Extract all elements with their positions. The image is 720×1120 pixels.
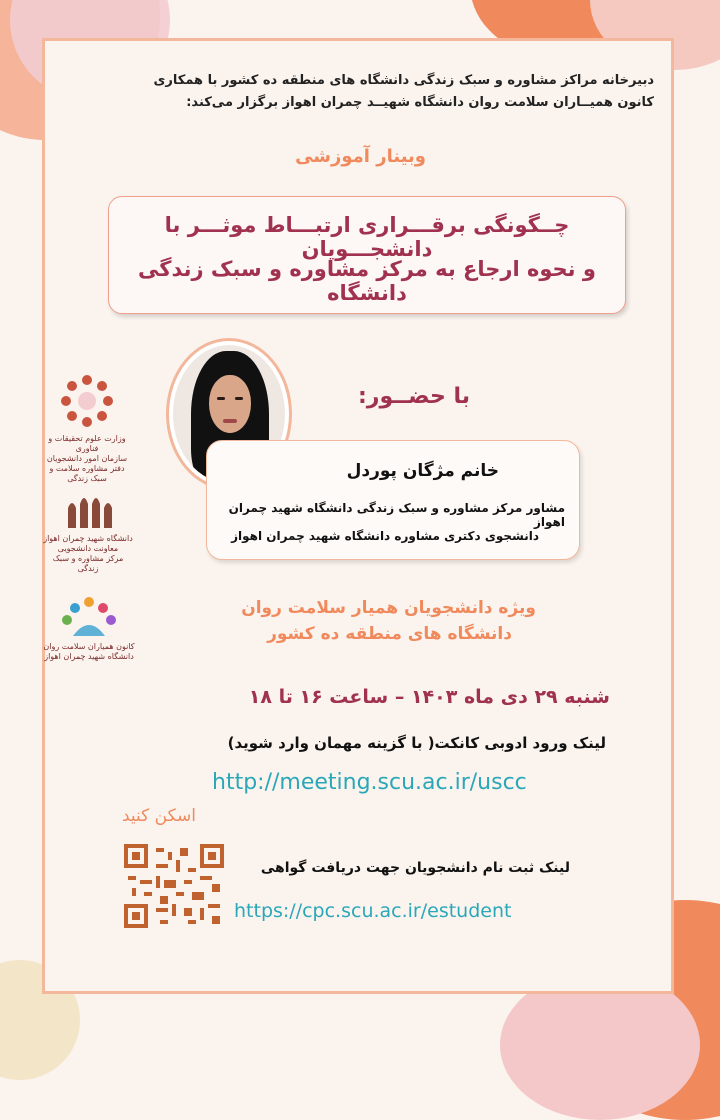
logo2-caption-1: دانشگاه شهید چمران اهواز: [43, 534, 133, 543]
adobe-connect-instructions: لینک ورود ادوبی کانکت( با گزینه مهمان وارد شوید): [227, 734, 606, 752]
meeting-link[interactable]: http://meeting.scu.ac.ir/uscc: [212, 770, 527, 795]
presenter-role-1: مشاور مرکز مشاوره و سبک زندگی دانشگاه شهید چمران اهواز: [228, 501, 565, 529]
event-datetime: شنبه ۲۹ دی ماه ۱۴۰۳ – ساعت ۱۶ تا ۱۸: [248, 686, 610, 708]
peer-association-emblem-icon: [59, 594, 119, 638]
title-line-1: چــگونگی برقـــراری ارتبـــاط موثـــر با دانشجـــویان: [164, 213, 570, 261]
logo2-caption-3: مرکز مشاوره و سبک زندگی: [52, 554, 124, 573]
peer-association-logo: [42, 594, 136, 662]
intro-line-1: دبیرخانه مراکز مشاوره و سبک زندگی دانشگاه های منطقه ده کشور با همکاری: [153, 73, 654, 88]
ministry-logo: [42, 372, 132, 484]
logo3-caption-2: دانشگاه شهید چمران اهواز: [44, 652, 134, 661]
ministry-emblem-icon: [57, 372, 117, 430]
registration-link[interactable]: https://cpc.scu.ac.ir/estudent: [234, 900, 512, 922]
title-box: [108, 196, 626, 314]
title-line-2: و نحوه ارجاع به مرکز مشاوره و سبک زندگی دانشگاه: [138, 257, 596, 305]
scan-label: اسکن کنید: [122, 806, 196, 826]
logo3-caption-1: کانون همیاران سلامت روان: [43, 642, 135, 651]
audience-line-2: دانشگاه های منطقه ده کشور: [267, 624, 512, 644]
presenter-info-box: [206, 440, 580, 560]
audience-line-1: ویژه دانشجویان همیار سلامت روان: [241, 598, 536, 618]
logo2-caption-2: معاونت دانشجویی: [57, 544, 119, 553]
intro-line-2: کانون همیــاران سلامت روان دانشگاه شهیــد چمران اهواز برگزار می‌کند:: [186, 95, 654, 110]
university-emblem-icon: [58, 490, 118, 530]
logo1-caption-2: سازمان امور دانشجویان: [46, 454, 128, 463]
organizer-intro: [94, 70, 654, 114]
registration-instructions: لینک ثبت نام دانشجویان جهت دریافت گواهی: [260, 860, 570, 876]
university-logo: [42, 490, 134, 574]
qr-code-icon[interactable]: [124, 844, 224, 928]
presence-label: با حضــور:: [357, 384, 470, 409]
logo1-caption-3: دفتر مشاوره سلامت و سبک زندگی: [49, 464, 125, 483]
event-type: وبینار آموزشی: [295, 146, 426, 167]
logo1-caption-1: وزارت علوم تحقیقات و فناوری: [48, 434, 126, 453]
presenter-role-2: دانشجوی دکتری مشاوره دانشگاه شهید چمران اهواز: [231, 529, 539, 543]
presenter-name: خانم مژگان پوردل: [346, 461, 499, 481]
